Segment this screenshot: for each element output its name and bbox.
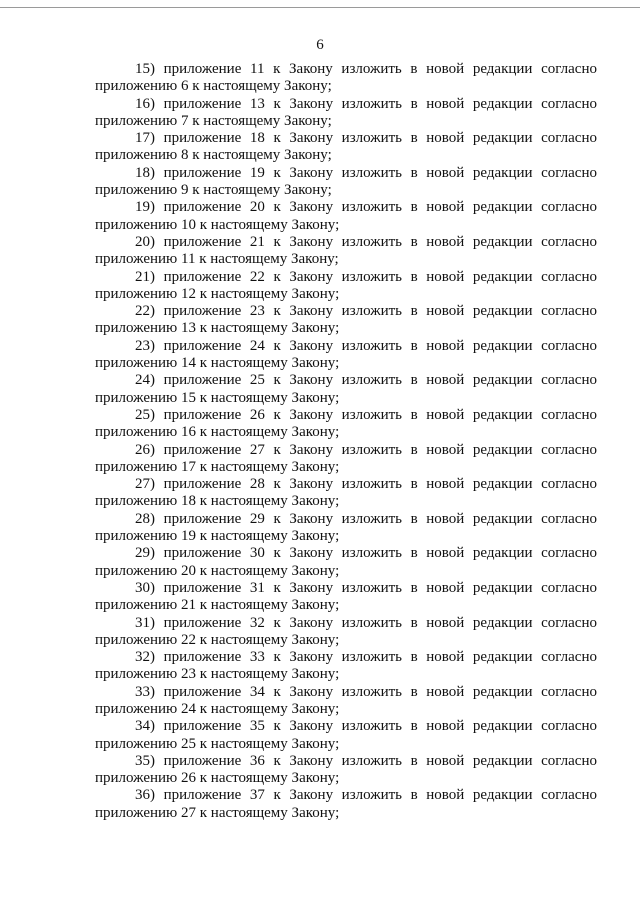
page-top-edge-rule bbox=[0, 7, 640, 8]
amendment-item-continuation: приложению 10 к настоящему Закону; bbox=[95, 216, 340, 233]
amendment-item bbox=[95, 684, 597, 719]
amendment-item-text: 18) приложение 19 к Закону изложить в новой редакции согласно bbox=[135, 164, 597, 181]
amendment-item-continuation: приложению 22 к настоящему Закону; bbox=[95, 631, 340, 648]
amendment-item-text: 15) приложение 11 к Закону изложить в новой редакции согласно bbox=[135, 61, 597, 77]
amendment-item-text: 31) приложение 32 к Закону изложить в новой редакции согласно bbox=[135, 614, 597, 631]
amendment-item-continuation: приложению 15 к настоящему Закону; bbox=[95, 389, 340, 406]
amendment-item-text: 23) приложение 24 к Закону изложить в новой редакции согласно bbox=[135, 337, 597, 354]
amendment-item-text: 21) приложение 22 к Закону изложить в новой редакции согласно bbox=[135, 268, 597, 285]
amendment-item bbox=[95, 303, 597, 338]
amendment-item-text: 29) приложение 30 к Закону изложить в новой редакции согласно bbox=[135, 545, 597, 562]
amendment-item-continuation: приложению 7 к настоящему Закону; bbox=[95, 112, 332, 129]
amendment-item-continuation: приложению 18 к настоящему Закону; bbox=[95, 493, 340, 510]
amendment-item-continuation: приложению 27 к настоящему Закону; bbox=[95, 804, 340, 821]
amendment-item-text: 35) приложение 36 к Закону изложить в новой редакции согласно bbox=[135, 752, 597, 769]
amendment-item-continuation: приложению 14 к настоящему Закону; bbox=[95, 355, 340, 372]
amendment-item-text: 36) приложение 37 к Закону изложить в новой редакции согласно bbox=[135, 787, 597, 804]
amendment-item bbox=[95, 407, 597, 442]
amendment-item-text: 20) приложение 21 к Закону изложить в новой редакции согласно bbox=[135, 233, 597, 250]
amendment-item bbox=[95, 753, 597, 788]
amendment-item-text: 26) приложение 27 к Закону изложить в новой редакции согласно bbox=[135, 441, 597, 458]
amendment-item-continuation: приложению 25 к настоящему Закону; bbox=[95, 735, 340, 752]
amendment-item-continuation: приложению 24 к настоящему Закону; bbox=[95, 700, 340, 717]
amendment-item-text: 34) приложение 35 к Закону изложить в новой редакции согласно bbox=[135, 718, 597, 735]
amendment-item bbox=[95, 787, 597, 822]
amendment-item-continuation: приложению 9 к настоящему Закону; bbox=[95, 182, 332, 199]
amendment-item-text: 17) приложение 18 к Закону изложить в новой редакции согласно bbox=[135, 130, 597, 147]
amendment-item-text: 28) приложение 29 к Закону изложить в новой редакции согласно bbox=[135, 510, 597, 527]
amendment-item-text: 27) приложение 28 к Закону изложить в новой редакции согласно bbox=[135, 476, 597, 493]
amendment-item-continuation: приложению 16 к настоящему Закону; bbox=[95, 424, 340, 441]
amendment-item bbox=[95, 511, 597, 546]
amendment-item bbox=[95, 476, 597, 511]
amendment-item-continuation: приложению 23 к настоящему Закону; bbox=[95, 666, 340, 683]
amendment-item bbox=[95, 545, 597, 580]
amendment-item bbox=[95, 269, 597, 304]
amendment-item bbox=[95, 61, 597, 96]
amendment-item-continuation: приложению 8 к настоящему Закону; bbox=[95, 147, 332, 164]
amendment-item bbox=[95, 165, 597, 200]
amendment-item bbox=[95, 338, 597, 373]
amendment-item bbox=[95, 649, 597, 684]
amendment-item bbox=[95, 442, 597, 477]
amendment-item-text: 25) приложение 26 к Закону изложить в новой редакции согласно bbox=[135, 406, 597, 423]
amendment-item bbox=[95, 372, 597, 407]
amendment-item bbox=[95, 615, 597, 650]
amendment-item-text: 32) приложение 33 к Закону изложить в новой редакции согласно bbox=[135, 649, 597, 666]
amendment-list bbox=[95, 61, 597, 822]
page-number: 6 bbox=[316, 37, 324, 53]
amendment-item-continuation: приложению 11 к настоящему Закону; bbox=[95, 251, 339, 268]
amendment-item-continuation: приложению 12 к настоящему Закону; bbox=[95, 285, 340, 302]
amendment-item-text: 33) приложение 34 к Закону изложить в новой редакции согласно bbox=[135, 683, 597, 700]
amendment-item-continuation: приложению 21 к настоящему Закону; bbox=[95, 597, 340, 614]
amendment-item-text: 24) приложение 25 к Закону изложить в новой редакции согласно bbox=[135, 372, 597, 389]
amendment-item bbox=[95, 718, 597, 753]
amendment-item bbox=[95, 199, 597, 234]
amendment-item-continuation: приложению 20 к настоящему Закону; bbox=[95, 562, 340, 579]
amendment-item bbox=[95, 580, 597, 615]
amendment-item bbox=[95, 130, 597, 165]
amendment-item-continuation: приложению 26 к настоящему Закону; bbox=[95, 770, 340, 787]
amendment-item-text: 22) приложение 23 к Закону изложить в новой редакции согласно bbox=[135, 303, 597, 320]
amendment-item-text: 30) приложение 31 к Закону изложить в новой редакции согласно bbox=[135, 579, 597, 596]
amendment-item-continuation: приложению 19 к настоящему Закону; bbox=[95, 528, 340, 545]
amendment-item-text: 19) приложение 20 к Закону изложить в новой редакции согласно bbox=[135, 199, 597, 216]
amendment-item-text: 16) приложение 13 к Закону изложить в новой редакции согласно bbox=[135, 95, 597, 112]
amendment-item bbox=[95, 96, 597, 131]
amendment-item-continuation: приложению 6 к настоящему Закону; bbox=[95, 78, 332, 95]
amendment-item-continuation: приложению 17 к настоящему Закону; bbox=[95, 458, 340, 475]
amendment-item-continuation: приложению 13 к настоящему Закону; bbox=[95, 320, 340, 337]
amendment-item bbox=[95, 234, 597, 269]
